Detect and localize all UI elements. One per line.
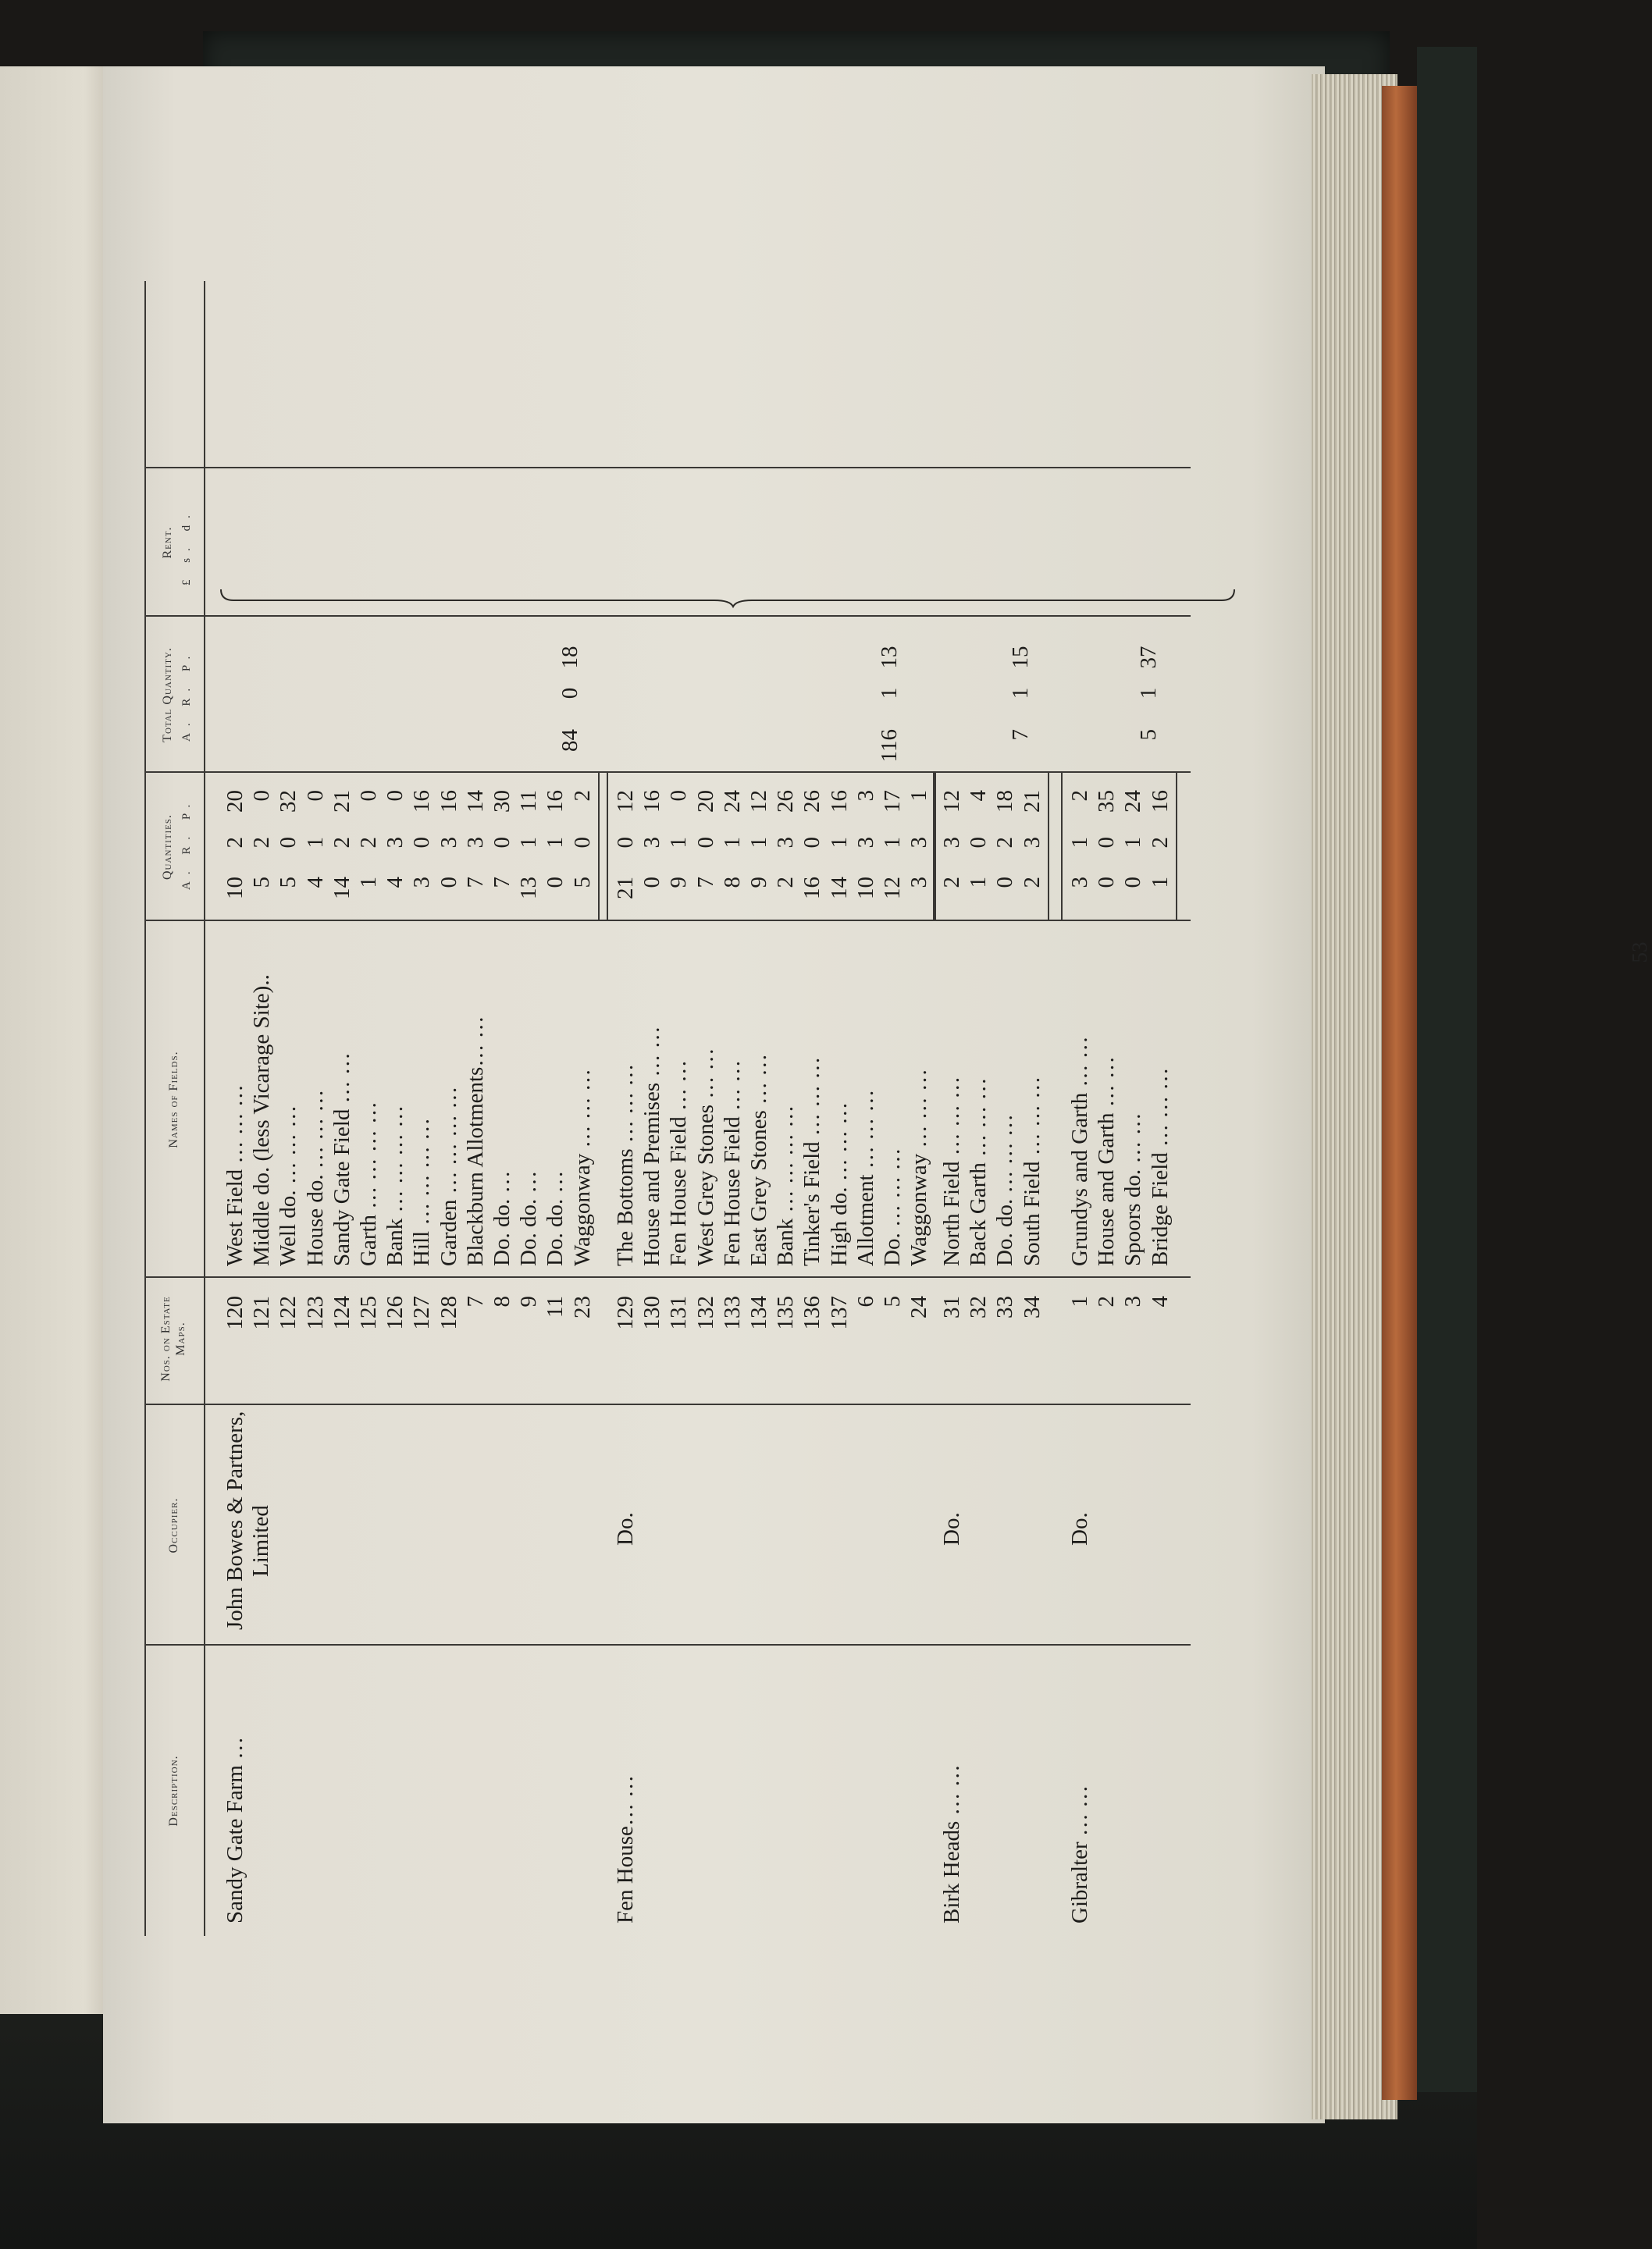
field-acres: 1: [356, 877, 381, 888]
col-divider-3: [144, 1276, 1191, 1278]
farm-total: [1136, 646, 1162, 766]
estate-map-number: 5: [880, 1296, 905, 1308]
field-perches: 16: [826, 790, 852, 813]
total-roods: 0: [557, 687, 582, 699]
total-acres: 5: [1136, 729, 1161, 741]
field-name: Bank … … … …: [383, 1105, 408, 1266]
field-acres: 2: [939, 877, 964, 888]
estate-map-number: 31: [939, 1296, 964, 1318]
field-roods: 0: [490, 837, 514, 849]
estate-map-number: 127: [409, 1296, 435, 1330]
estate-map-number: 7: [462, 1296, 488, 1308]
field-perches: 26: [773, 790, 799, 813]
total-acres: 116: [877, 729, 902, 763]
book-cover-right: [1417, 47, 1477, 2092]
field-perches: 35: [1094, 790, 1120, 813]
field-perches: 32: [276, 790, 301, 813]
field-acres: 5: [276, 877, 301, 888]
field-roods: 1: [543, 837, 568, 849]
field-name: Hill … … … …: [409, 1117, 435, 1266]
field-roods: 0: [613, 837, 638, 849]
estate-map-number: 128: [436, 1296, 461, 1330]
total-perches: 18: [557, 646, 582, 669]
field-name: Garden … … … …: [436, 1086, 461, 1266]
header-rent-units: £ s. d.: [180, 508, 193, 585]
col-divider-5: [144, 771, 1191, 773]
field-name: Garth … … … …: [356, 1101, 381, 1266]
field-acres: 3: [1067, 877, 1092, 888]
qty-block-rule: [933, 773, 935, 921]
field-roods: 3: [1019, 837, 1045, 849]
field-perches: 16: [409, 790, 435, 813]
field-name: Allotment … … …: [853, 1089, 878, 1266]
estate-map-number: 125: [356, 1296, 381, 1330]
field-perches: 24: [1120, 790, 1146, 813]
qty-block-rule: [607, 773, 608, 921]
field-roods: 2: [992, 837, 1018, 849]
field-acres: 5: [249, 877, 275, 888]
farm-total: [557, 646, 583, 766]
total-acres: 7: [1008, 729, 1033, 741]
field-name: Tinker's Field … … …: [799, 1056, 825, 1266]
field-roods: 2: [1147, 837, 1173, 849]
field-name: East Grey Stones … …: [746, 1053, 771, 1266]
field-roods: 1: [666, 837, 692, 849]
field-acres: 2: [1019, 877, 1045, 888]
field-acres: 3: [906, 877, 932, 888]
field-acres: 0: [1120, 877, 1146, 888]
field-acres: 14: [329, 877, 354, 899]
field-name: Well do. … … …: [276, 1105, 301, 1266]
col-divider-2: [144, 1404, 1191, 1405]
field-name: Fen House Field … …: [666, 1059, 692, 1266]
field-roods: 0: [409, 837, 435, 849]
farm-occupier: Do.: [613, 1512, 638, 1546]
field-perches: 1: [906, 790, 932, 802]
field-name: Sandy Gate Field … …: [329, 1052, 354, 1266]
total-roods: 1: [1008, 687, 1033, 699]
field-acres: 8: [719, 877, 745, 888]
field-acres: 21: [613, 877, 638, 899]
field-name: Do. do. …: [543, 1170, 568, 1266]
field-perches: 24: [719, 790, 745, 813]
field-roods: 3: [436, 837, 461, 849]
field-acres: 3: [409, 877, 435, 888]
field-name: House and Premises … …: [639, 1026, 665, 1266]
header-rent: Rent.: [161, 526, 174, 559]
marbled-edge: [1382, 86, 1417, 2100]
estate-map-number: 1: [1067, 1296, 1092, 1308]
field-name: West Grey Stones … …: [692, 1048, 718, 1266]
field-roods: 3: [773, 837, 799, 849]
land-schedule-table: [144, 281, 1269, 1936]
field-roods: 0: [276, 837, 301, 849]
field-name: Spoors do. … …: [1120, 1112, 1146, 1266]
field-perches: 17: [880, 790, 905, 813]
field-name: Fen House Field … …: [719, 1059, 745, 1266]
total-perches: 37: [1136, 646, 1161, 669]
page-number: 53: [1628, 941, 1651, 963]
field-perches: 16: [543, 790, 568, 813]
field-roods: 2: [223, 837, 247, 849]
field-name: Grundys and Garth … …: [1067, 1036, 1092, 1266]
total-roods: 1: [1136, 687, 1161, 699]
rent-brace: [215, 582, 1261, 605]
estate-map-number: 8: [490, 1296, 514, 1308]
field-name: Bank … … … …: [773, 1105, 799, 1266]
field-acres: 0: [1094, 877, 1120, 888]
field-acres: 7: [462, 877, 488, 888]
field-roods: 1: [1120, 837, 1146, 849]
header-occupier: Occupier.: [167, 1497, 180, 1553]
field-perches: 0: [383, 790, 408, 802]
field-name: Do. do. …: [490, 1170, 514, 1266]
field-name: Do. … … …: [880, 1148, 905, 1266]
estate-map-number: 120: [223, 1296, 247, 1330]
estate-map-number: 137: [826, 1296, 852, 1330]
field-acres: 13: [516, 877, 542, 899]
field-name: Do. do. …: [516, 1170, 542, 1266]
estate-map-number: 2: [1094, 1296, 1120, 1308]
field-perches: 12: [613, 790, 638, 813]
field-perches: 14: [462, 790, 488, 813]
estate-map-number: 129: [613, 1296, 638, 1330]
header-quantities: Quantities.: [161, 814, 174, 880]
field-acres: 2: [773, 877, 799, 888]
field-acres: 0: [992, 877, 1018, 888]
field-perches: 0: [302, 790, 328, 802]
estate-map-number: 135: [773, 1296, 799, 1330]
field-roods: 0: [569, 837, 595, 849]
field-roods: 3: [383, 837, 408, 849]
field-roods: 1: [826, 837, 852, 849]
estate-map-number: 34: [1019, 1296, 1045, 1318]
field-roods: 0: [966, 837, 992, 849]
field-acres: 7: [692, 877, 718, 888]
field-perches: 16: [639, 790, 665, 813]
field-name: South Field … … …: [1019, 1076, 1045, 1266]
field-roods: 3: [906, 837, 932, 849]
farm-occupier: Do.: [939, 1512, 964, 1546]
field-roods: 0: [799, 837, 825, 849]
col-divider-1: [144, 1644, 1191, 1646]
field-acres: 10: [223, 877, 247, 899]
header-quantities-units: A. R. P.: [180, 797, 193, 890]
qty-sum-rule: [598, 773, 600, 921]
field-roods: 2: [329, 837, 354, 849]
field-name: High do. … … …: [826, 1101, 852, 1266]
estate-map-number: 131: [666, 1296, 692, 1330]
estate-map-number: 33: [992, 1296, 1018, 1318]
total-perches: 13: [877, 646, 902, 669]
field-name: Back Garth … … …: [966, 1077, 992, 1266]
field-perches: 2: [1067, 790, 1092, 802]
field-perches: 21: [1019, 790, 1045, 813]
total-perches: 15: [1008, 646, 1033, 669]
field-roods: 1: [1067, 837, 1092, 849]
header-names-of-fields: Names of Fields.: [167, 1051, 180, 1148]
field-roods: 1: [880, 837, 905, 849]
field-roods: 1: [302, 837, 328, 849]
field-name: House and Garth … …: [1094, 1055, 1120, 1266]
col-divider-4: [144, 920, 1191, 921]
field-acres: 14: [826, 877, 852, 899]
field-perches: 20: [223, 790, 247, 813]
field-name: Waggonway … … …: [569, 1069, 595, 1266]
field-name: West Field … … …: [223, 1084, 247, 1266]
qty-block-rule: [1061, 773, 1063, 921]
field-acres: 5: [569, 877, 595, 888]
estate-map-number: 136: [799, 1296, 825, 1330]
qty-sum-rule: [1176, 773, 1177, 921]
estate-map-number: 133: [719, 1296, 745, 1330]
farm-total: [1008, 646, 1034, 766]
estate-map-number: 124: [329, 1296, 354, 1330]
previous-page: [0, 66, 105, 2014]
field-perches: 12: [746, 790, 771, 813]
field-perches: 2: [569, 790, 595, 802]
estate-map-number: 130: [639, 1296, 665, 1330]
field-name: House do. … … …: [302, 1089, 328, 1266]
estate-map-number: 121: [249, 1296, 275, 1330]
field-perches: 20: [692, 790, 718, 813]
estate-map-number: 3: [1120, 1296, 1146, 1308]
field-name: North Field … … …: [939, 1076, 964, 1266]
field-name: Waggonway … … …: [906, 1069, 932, 1266]
col-divider-6: [144, 615, 1191, 617]
field-acres: 4: [383, 877, 408, 888]
field-perches: 16: [436, 790, 461, 813]
field-perches: 0: [249, 790, 275, 802]
field-roods: 3: [462, 837, 488, 849]
col-divider-7: [144, 467, 1191, 468]
field-acres: 9: [666, 877, 692, 888]
estate-map-number: 6: [853, 1296, 878, 1308]
field-perches: 11: [516, 790, 542, 812]
farm-total: [877, 646, 903, 766]
field-acres: 12: [880, 877, 905, 899]
field-acres: 1: [966, 877, 992, 888]
estate-map-number: 123: [302, 1296, 328, 1330]
estate-map-number: 24: [906, 1296, 932, 1318]
field-roods: 3: [853, 837, 878, 849]
farm-description: Gibralter … …: [1067, 1785, 1092, 1923]
field-perches: 3: [853, 790, 878, 802]
field-name: Blackburn Allotments… …: [462, 1016, 488, 1266]
field-acres: 0: [436, 877, 461, 888]
field-acres: 0: [639, 877, 665, 888]
field-perches: 16: [1147, 790, 1173, 813]
estate-map-number: 126: [383, 1296, 408, 1330]
qty-sum-rule: [1048, 773, 1049, 921]
field-perches: 21: [329, 790, 354, 813]
field-roods: 0: [1094, 837, 1120, 849]
field-perches: 0: [666, 790, 692, 802]
farm-description: Fen House… …: [613, 1774, 638, 1923]
field-roods: 2: [249, 837, 275, 849]
farm-occupier: John Bowes & Partners,: [223, 1411, 247, 1630]
header-total-units: A. R. P.: [180, 649, 193, 742]
field-roods: 2: [356, 837, 381, 849]
field-perches: 30: [490, 790, 514, 813]
farm-occupier: Do.: [1067, 1512, 1092, 1546]
estate-map-number: 134: [746, 1296, 771, 1330]
estate-map-number: 122: [276, 1296, 301, 1330]
estate-map-number: 32: [966, 1296, 992, 1318]
field-acres: 7: [490, 877, 514, 888]
field-acres: 4: [302, 877, 328, 888]
field-perches: 4: [966, 790, 992, 802]
field-name: The Bottoms … … …: [613, 1063, 638, 1266]
top-rule: [144, 281, 146, 1936]
header-rule: [204, 281, 205, 1936]
field-roods: 1: [516, 837, 542, 849]
field-roods: 3: [639, 837, 665, 849]
field-perches: 12: [939, 790, 964, 813]
farm-description: Birk Heads … …: [939, 1764, 964, 1923]
estate-map-number: 11: [543, 1296, 568, 1318]
header-description: Description.: [167, 1755, 180, 1827]
qty-sum-rule: [935, 773, 936, 921]
field-acres: 9: [746, 877, 771, 888]
field-acres: 1: [1147, 877, 1173, 888]
estate-map-number: 23: [569, 1296, 595, 1318]
header-total-quantity: Total Quantity.: [161, 647, 174, 742]
field-perches: 0: [356, 790, 381, 802]
farm-description: Sandy Gate Farm …: [223, 1736, 247, 1923]
field-name: Do. do. … … …: [992, 1114, 1018, 1266]
field-acres: 16: [799, 877, 825, 899]
field-name: Bridge Field … … …: [1147, 1067, 1173, 1266]
estate-map-number: 4: [1147, 1296, 1173, 1308]
field-acres: 10: [853, 877, 878, 899]
field-roods: 3: [939, 837, 964, 849]
field-name: Middle do. (less Vicarage Site)..: [249, 974, 275, 1266]
field-roods: 1: [719, 837, 745, 849]
header-estate-maps: Nos. on Estate Maps.: [159, 1296, 187, 1382]
farm-occupier-line-2: Limited: [248, 1505, 273, 1577]
field-roods: 0: [692, 837, 718, 849]
total-roods: 1: [877, 687, 902, 699]
field-acres: 0: [543, 877, 568, 888]
estate-map-number: 9: [516, 1296, 542, 1308]
field-roods: 1: [746, 837, 771, 849]
field-perches: 26: [799, 790, 825, 813]
estate-map-number: 132: [692, 1296, 718, 1330]
total-acres: 84: [557, 729, 582, 752]
field-perches: 18: [992, 790, 1018, 813]
